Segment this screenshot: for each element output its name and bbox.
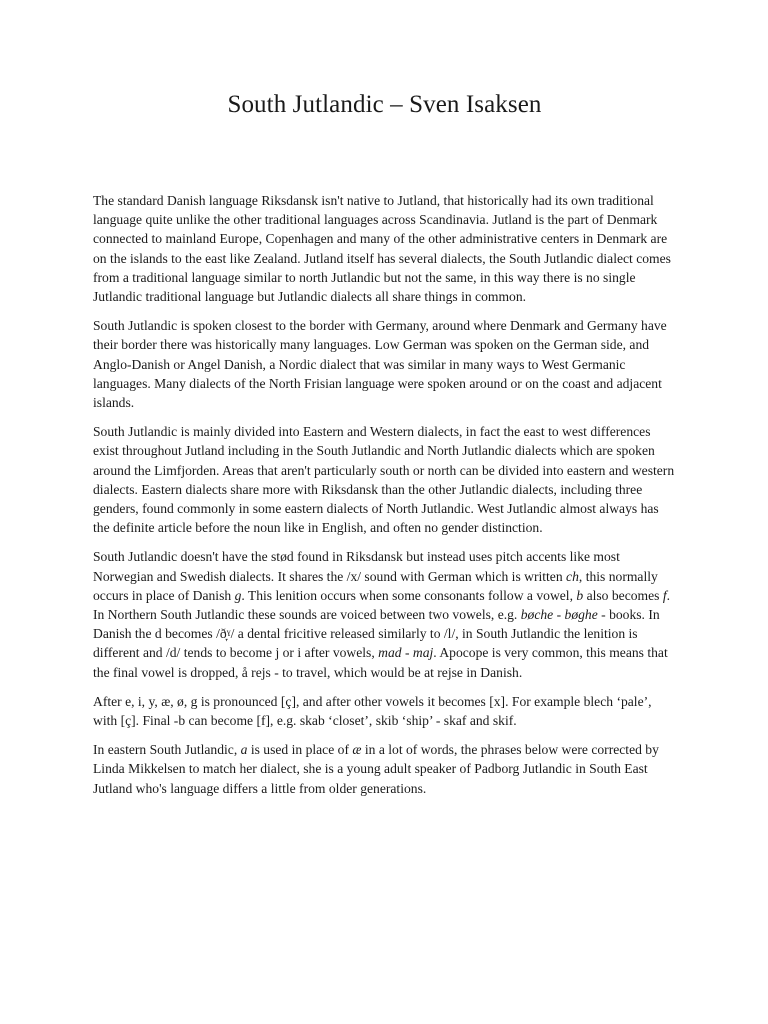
italic-term: mad - maj — [378, 645, 434, 661]
text-span: South Jutlandic doesn't have the stød found in Riksdansk but instead uses pitch accents like most Norwegian and Swedish dialects. It shares the /x/ sound with German which is written — [93, 549, 620, 584]
paragraph-2: South Jutlandic is spoken closest to the border with Germany, around where Denmark and Germany have their border there was historically many languages. Low German was spoken on the German side, and Anglo-Danish or Angel Danish, a Nordic dialect that was similar in many ways to West Germanic languages. Many dialects of the North Frisian language were spoken around or on the coast and adjacent islands. — [93, 318, 667, 411]
document-title: South Jutlandic – Sven Isaksen — [227, 91, 542, 118]
text-span: In eastern South Jutlandic, — [93, 742, 241, 758]
paragraph-4 — [93, 547, 676, 681]
text-span: . Apocope is very common, this means that the final vowel is dropped, å rejs - to travel, which would be at rejse in Danish. — [93, 645, 668, 680]
italic-term: b — [576, 587, 584, 603]
text-span: also becomes — [583, 587, 663, 603]
italic-term: a — [240, 742, 248, 758]
italic-term: ch — [566, 568, 579, 584]
text-span: . This lenition occurs when some consonants follow a vowel, — [241, 587, 577, 603]
paragraph-5: After e, i, y, æ, ø, g is pronounced [ç], and after other vowels it becomes [x]. For example blech ‘pale’, with [ç]. Final -b can become [f], e.g. skab ‘closet’, skib ‘ship’ - skaf and skif. — [93, 693, 652, 729]
italic-term: f — [662, 587, 667, 603]
paragraph-3: South Jutlandic is mainly divided into Eastern and Western dialects, in fact the east to west differences exist throughout Jutland including in the South Jutlandic and North Jutlandic dialects which are spoken around the Limfjorden. Areas that aren't particularly south or north can be divided into eastern and western dialects. Eastern dialects share more with Riksdansk than the other Jutlandic dialects, including three genders, found commonly in some eastern dialects of North Jutlandic. West Jutlandic almost always has the definite article before the noun like in English, and often no gender distinction. — [93, 424, 675, 536]
text-span: in a lot of words, the phrases below were corrected by Linda Mikkelsen to match her dialect, she is a young adult speaker of Padborg Jutlandic in South East Jutland who's language differs a little from older generations. — [93, 742, 659, 796]
text-span: is used in place of — [247, 742, 353, 758]
document-body — [93, 191, 676, 798]
text-span: , this normally occurs in place of Danish — [93, 568, 658, 603]
italic-term: æ — [352, 742, 362, 758]
text-span: - books. In Danish the d becomes /ð̞ˠ/ a dental fricitive released similarly to /l/, in South Jutlandic the lenition is different and /d/ tends to become j or i after vowels, — [93, 607, 660, 661]
italic-term: g — [234, 587, 242, 603]
italic-term: bøche - bøghe — [520, 607, 598, 623]
paragraph-6 — [93, 740, 676, 798]
paragraph-1: The standard Danish language Riksdansk isn't native to Jutland, that historically had its own traditional language quite unlike the other traditional languages across Scandinavia. Jutland is the part of Denmark connected to mainland Europe, Copenhagen and many of the other administrative centers in Denmark are on the islands to the east like Zealand. Jutland itself has several dialects, the South Jutlandic dialect comes from a traditional language similar to north Jutlandic but not the same, in this way there is no single Jutlandic traditional language but Jutlandic dialects all share things in common. — [93, 193, 671, 305]
text-span: . In Northern South Jutlandic these sounds are voiced between two vowels, e.g. — [93, 587, 671, 623]
